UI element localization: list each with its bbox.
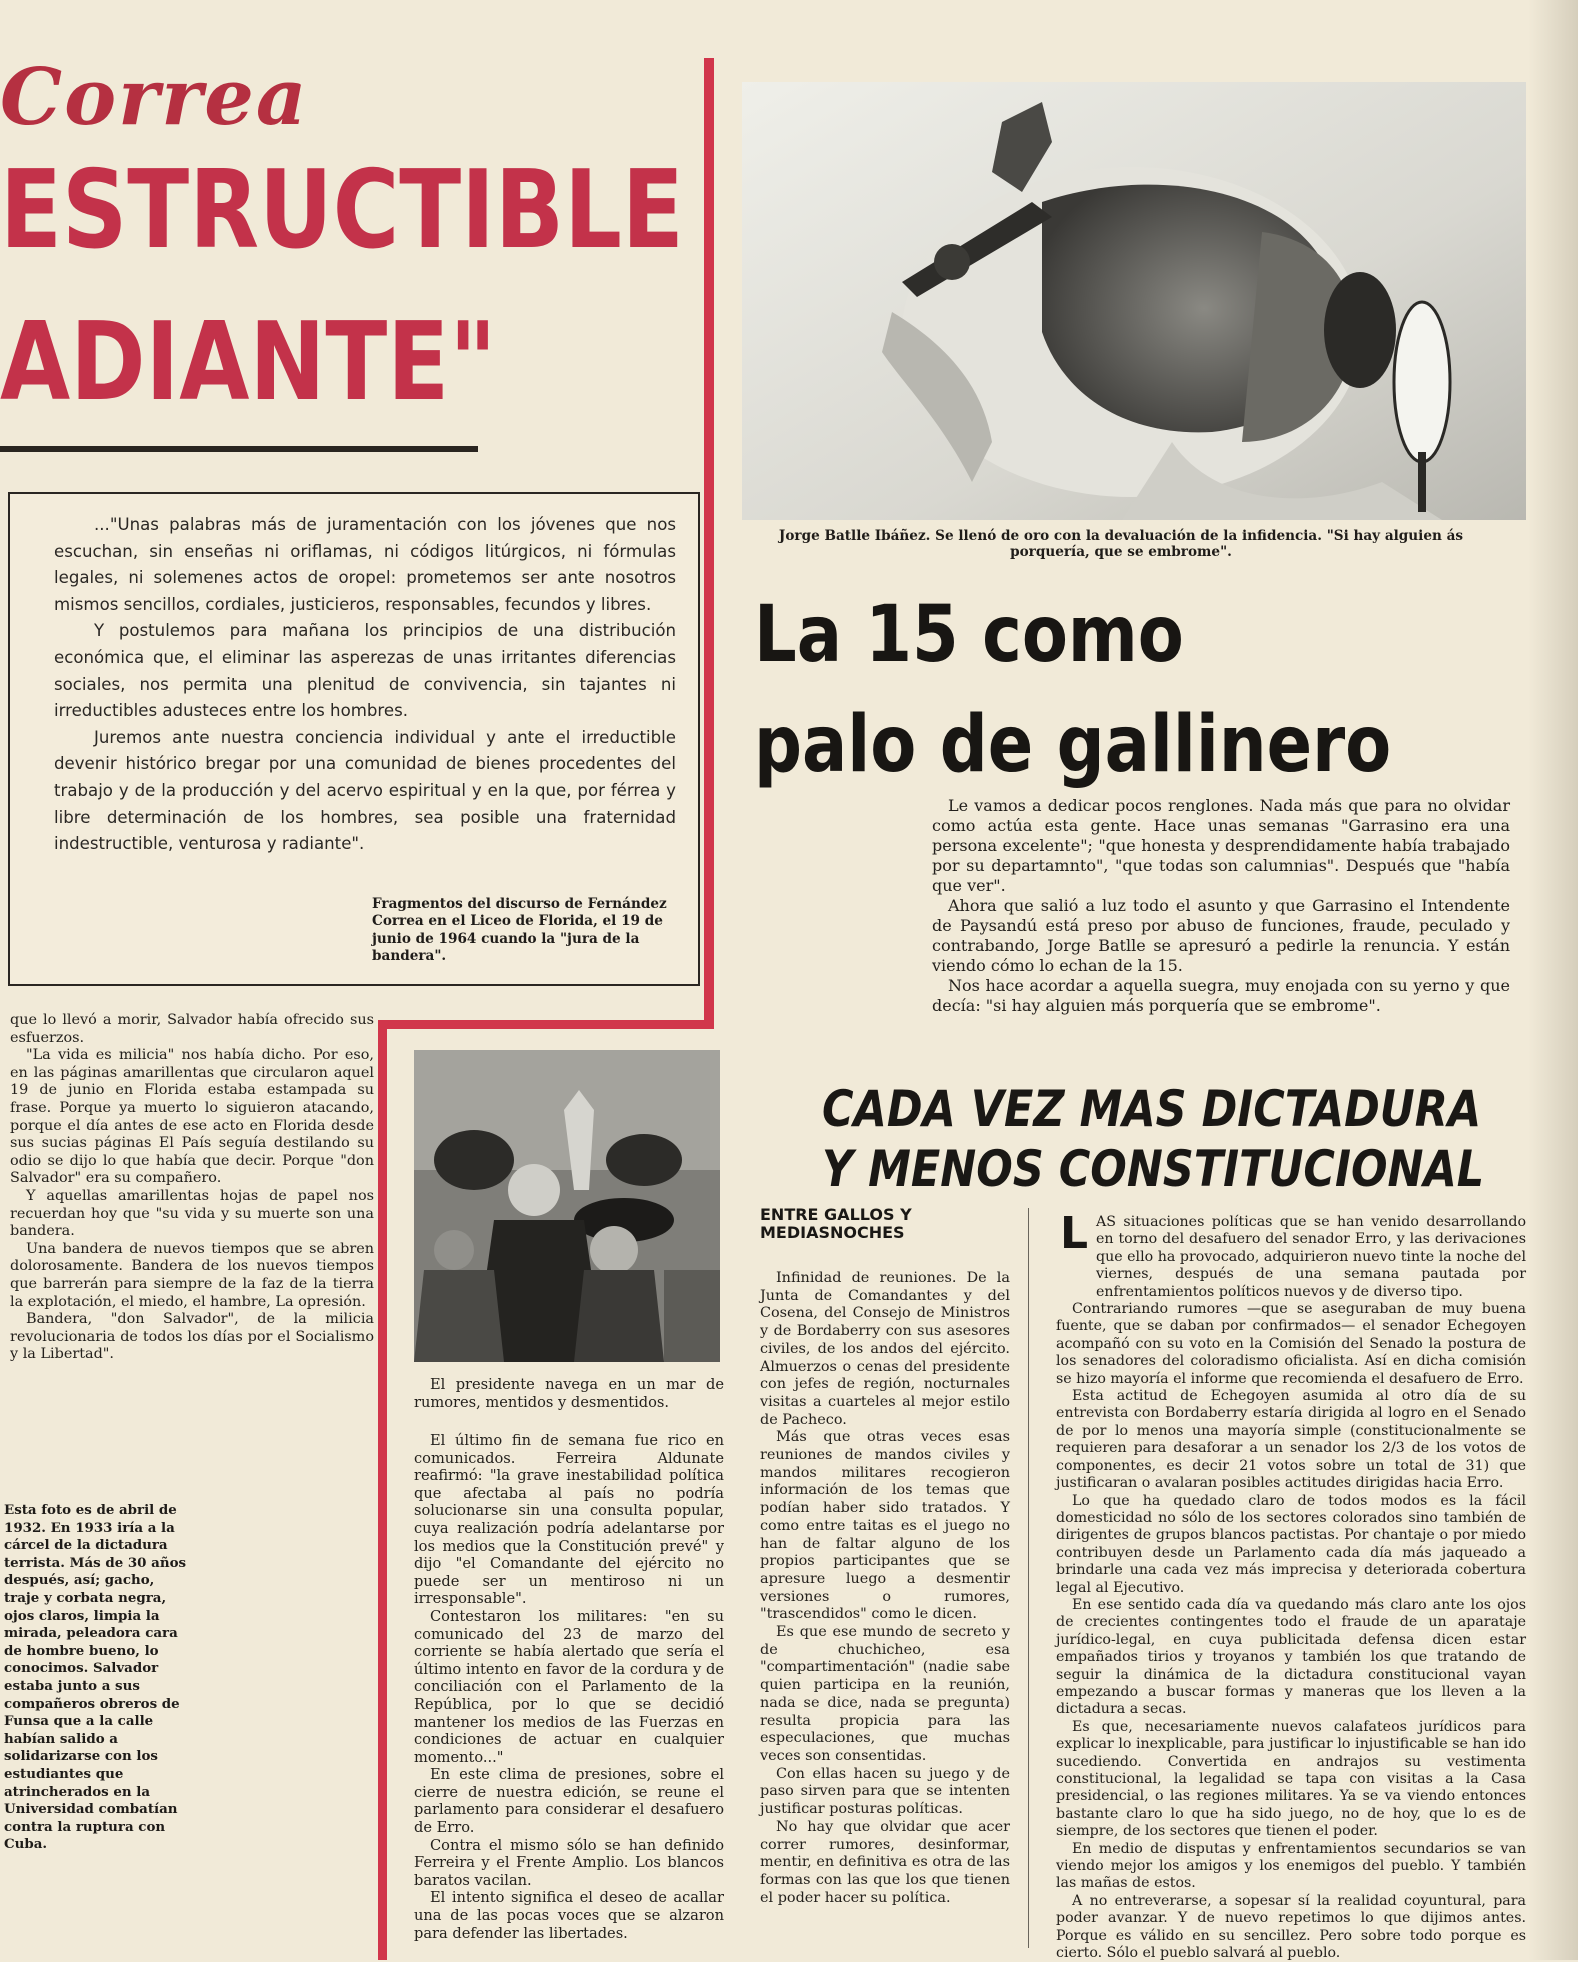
left-paragraph: "La vida es milicia" nos había dicho. Por eso, en las páginas amarillentas que circularon aquel 19 de junio en Florida estaba estampada su frase. Porque ya muerto lo siguieron atacando, porque el día antes de ese acto en Florida desde sus sucias páginas El País seguía destilando su odio se dijo lo que había que decir. Porque "don Salvador" era su compañero. — [10, 1047, 374, 1187]
article2-col2-first: AS situaciones políticas que se han venido desarrollando en torno del desafuero del senador Erro, y las derivaciones que ello ha provocado, adquirieron nuevo tinte la noche del viernes, después de una semana pautada por enfrentamientos políticos nuevos y de diverso tipo. — [1096, 1214, 1526, 1300]
quote-paragraph: ..."Unas palabras más de juramentación con los jóvenes que nos escuchan, sin enseñas ni oriflamas, ni códigos litúrgicos, ni fórmulas legales, ni solemenes actos de oropel: prometemos ser ante nosotros mismos sencillos, cordiales, justicieros, responsables, fecundos y libres. — [54, 515, 676, 614]
photo-jorge-batlle-image — [742, 82, 1526, 520]
page-edge — [1528, 0, 1578, 1960]
article2-headline-line2: Y MENOS CONSTITUCIONAL — [822, 1140, 1485, 1198]
section-title: ENTRE GALLOS Y MEDIASNOCHES — [760, 1205, 912, 1242]
headline-radiante: ADIANTE" — [0, 300, 497, 425]
column-divider — [1028, 1208, 1029, 1948]
left-paragraph: Y aquellas amarillentas hojas de papel nos recuerdan hoy que "su vida y su muerte son una bandera. — [10, 1187, 374, 1240]
middle-paragraph: Contra el mismo sólo se han definido Ferreira y el Frente Amplio. Los blancos baratos vacilan. — [414, 1836, 724, 1889]
photo-president-image — [414, 1050, 720, 1362]
photo-president — [414, 1050, 720, 1362]
article2-col2-paragraph: A no entreverarse, a sopesar sí la realidad coyuntural, para poder avanzar. Y de nuevo repetimos lo que dijimos antes. Porque es válido en su sencillez. Pero sobre todo porque es cierto. Sólo el pueblo salvará al pueblo. — [1056, 1892, 1526, 1962]
left-paragraph: que lo llevó a morir, Salvador había ofrecido sus esfuerzos. — [10, 1012, 374, 1046]
middle-paragraph: En este clima de presiones, sobre el cierre de nuestra edición, se reune el parlamento para considerar el desafuero de Erro. — [414, 1766, 724, 1837]
article1-paragraph: Ahora que salió a luz todo el asunto y que Garrasino el Intendente de Paysandú está preso por abuso de funciones, fraude, peculado y contrabando, Jorge Batlle se apresuró a pedirle la renuncia. Y están viendo cómo lo echan de la 15. — [932, 896, 1510, 975]
article2-col1 — [760, 1270, 1010, 1907]
middle-paragraph: El intento significa el deseo de acallar una de las pocas voces que se alzaron para defender las libertades. — [414, 1889, 724, 1942]
article2-col1-paragraph: Es que ese mundo de secreto y de chuchicheo, esa "compartimentación" (nadie sabe quien participa en la reunión, nada se dice, nada se pregunta) resulta propicia para las especulaciones, que muchas veces son consentidas. — [760, 1624, 1010, 1764]
photo-jorge-batlle — [742, 82, 1526, 520]
article2-col1-paragraph: Más que otras veces esas reuniones de mandos civiles y mandos militares recogieron información de los temas que podían haber sido tratados. Y como entre taitas es el juego no han de faltar alguno de los propios participantes que se apresure luego a desmentir versiones o rumores, "trascendidos" como le dicen. — [760, 1429, 1010, 1623]
quote-paragraph: Y postulemos para mañana los principios de una distribución económica que, el eliminar las asperezas de unas irritantes diferencias sociales, nos permita una plenitud de convivencia, sin tajantes ni irreductibles adusteces entre los hombres. — [54, 621, 676, 721]
quote-paragraph: Juremos ante nuestra conciencia individual y ante el irreductible devenir histórico bregar por una comunidad de bienes procedentes del trabajo y de la producción y del acervo espiritual y en la que, por férrea y libre determinación de los hombres, sea posible una fraternidad indestructible, venturosa y radiante". — [54, 727, 676, 854]
article1-headline-line1: La 15 como — [754, 590, 1184, 680]
article2-headline-line1: CADA VEZ MAS DICTADURA — [822, 1080, 1482, 1138]
article2-col2-paragraph: Esta actitud de Echegoyen asumida al otro día de su entrevista con Bordaberry estaría dirigida al logro en el Senado de por lo menos una mayoría simple (constitucionalmente se requieren para desaforar a un senador los 2/3 de los votos de componentes, es decir 21 votos sobre un total de 31) que justificaran o avalaran posibles actitudes dirigidas hacia Erro. — [1056, 1388, 1526, 1492]
article2-col1-paragraph: Infinidad de reuniones. De la Junta de Comandantes y del Cosena, del Consejo de Ministros y de Bordaberry con sus asesores civiles, de los andos del ejército. Almuerzos o cenas del presidente con jefes de región, nocturnales visitas a cuarteles al mejor estilo de Pacheco. — [760, 1270, 1010, 1428]
article2-col2-paragraph: En ese sentido cada día va quedando más claro ante los ojos de crecientes contingentes todo el fraude de un aparataje jurídico-legal, en cuya publicitada defensa dicen estar empañados tirios y troyanos y también los que tratando de seguir la dinámica de la dictadura constitucional vayan empezando a buscar formas y maneras que los lleven a la dictadura a secas. — [1056, 1596, 1526, 1718]
left-paragraph: Una bandera de nuevos tiempos que se abren dolorosamente. Bandera de los nuevos tiempos que barrerán para siempre de la faz de la tierra la explotación, el miedo, el hambre, La opresión. — [10, 1240, 374, 1310]
middle-paragraph: Contestaron los militares: "en su comunicado del 23 de marzo del corriente se había alertado que sería el último intento en favor de la cordura y de conciliación con el Parlamento de la República, por lo que se decidió mantener los medios de las Fuerzas en condiciones de actuar en cualquier momento..." — [414, 1607, 724, 1766]
red-vertical-line-bottom — [378, 1020, 387, 1960]
headline-underline — [0, 446, 478, 452]
article2-col1-paragraph: No hay que olvidar que acer correr rumores, desinformar, mentir, en definitiva es otra de las formas con las que los que tienen el poder hacer su política. — [760, 1818, 1010, 1906]
article1-headline-line2: palo de gallinero — [754, 700, 1392, 790]
photo-note: Esta foto es de abril de 1932. En 1933 iría a la cárcel de la dictadura terrista. Más de 30 años después, así; gacho, traje y corbata negra, ojos claros, limpia la mirada, peleadora cara de hombre bueno, lo conocimos. Salvador estaba junto a sus compañeros obreros de Funsa que a la calle habían salido a solidarizarse con los estudiantes que atrincherados en la Universidad combatían contra la ruptura con Cuba. — [4, 1502, 187, 1853]
article2-col2 — [1056, 1208, 1526, 1962]
middle-photo-caption — [414, 1376, 724, 1411]
quote-box — [8, 492, 700, 986]
quote-credit: Fragmentos del discurso de Fernández Correa en el Liceo de Florida, el 19 de junio de 1964 cuando la "jura de la bandera". — [372, 896, 667, 965]
article2-col2-paragraph: En medio de disputas y enfrentamientos secundarios se van viendo mejor los amigos y los enemigos del pueblo. Y también las mañas de estos. — [1056, 1840, 1526, 1892]
quote-text — [54, 512, 676, 858]
left-paragraph: Bandera, "don Salvador", de la milicia revolucionaria de todos los días por el Socialismo y la Libertad". — [10, 1311, 374, 1363]
red-horizontal-line — [378, 1020, 714, 1029]
left-column — [10, 1012, 374, 1364]
middle-caption-text: El presidente navega en un mar de rumores, mentidos y desmentidos. — [414, 1376, 724, 1411]
article1-paragraph: Le vamos a dedicar pocos renglones. Nada más que para no olvidar como actúa esta gente. Hace unas semanas "Garrasino era una persona excelente"; "que honesta y desprendidamente había trabajado por su departamnto", "que todas son calumnias". Después que "había que ver". — [932, 796, 1510, 895]
article1-paragraph: Nos hace acordar a aquella suegra, muy enojada con su yerno y que decía: "si hay alguien más porquería que se embrome". — [932, 976, 1510, 1015]
article2-col2-paragraph: Lo que ha quedado claro de todos modos es la fácil domesticidad no sólo de los sectores colorados sino también de dirigentes de grupos blancos pactistas. Por chantaje o por miedo contribuyen desde un Parlamento cada día más jaqueado a brindarle una cada vez más imprecisa y deteriorada cobertura legal al Ejecutivo. — [1056, 1492, 1526, 1596]
drop-cap: L — [1060, 1208, 1089, 1259]
article2-col2-paragraph: Contrariando rumores —que se aseguraban de muy buena fuente, que se daban por confirmados— el senador Echegoyen acompañó con su voto en la Comisión del Senado la postura de los senadores del coloradismo oficialista. Así en dicha comisión se hizo mayoría el informe que recomienda el desafuero de Erro. — [1056, 1301, 1526, 1387]
kicker-correa: Correa — [0, 52, 309, 143]
article1-body — [932, 796, 1510, 1016]
headline-estructible: ESTRUCTIBLE — [0, 148, 684, 273]
middle-paragraph: El último fin de semana fue rico en comunicados. Ferreira Aldunate reafirmó: "la grave inestabilidad política que afectaba al país no podría solucionarse sin una consulta popular, cuya realización podría adelantarse por los medios que la Constitución prevé" y dijo "el Comandante del ejército no puede ser un mentiroso ni un irresponsable". — [414, 1432, 724, 1608]
article2-col1-paragraph: Con ellas hacen su juego y de paso sirven para que se intenten justificar posturas políticas. — [760, 1765, 1010, 1818]
top-photo-caption: Jorge Batlle Ibáñez. Se llenó de oro con la devaluación de la infidencia. "Si hay alguien ás porquería, que se embrome". — [778, 528, 1464, 560]
article2-col2-paragraph: Es que, necesariamente nuevos calafateos jurídicos para explicar lo inexplicable, para justificar lo injustificable se han ido sucediendo. Convertida en andrajos su vestimenta constitucional, la legalidad se tapa con visitas a la Casa presidencial, o las regiones militares. Ya se va viendo entonces bastante claro lo que ha sido juego, no de hoy, que lo es de siempre, de los sectores que tienen el poder. — [1056, 1718, 1526, 1840]
middle-column — [414, 1432, 724, 1942]
red-vertical-line-top — [704, 58, 714, 1028]
